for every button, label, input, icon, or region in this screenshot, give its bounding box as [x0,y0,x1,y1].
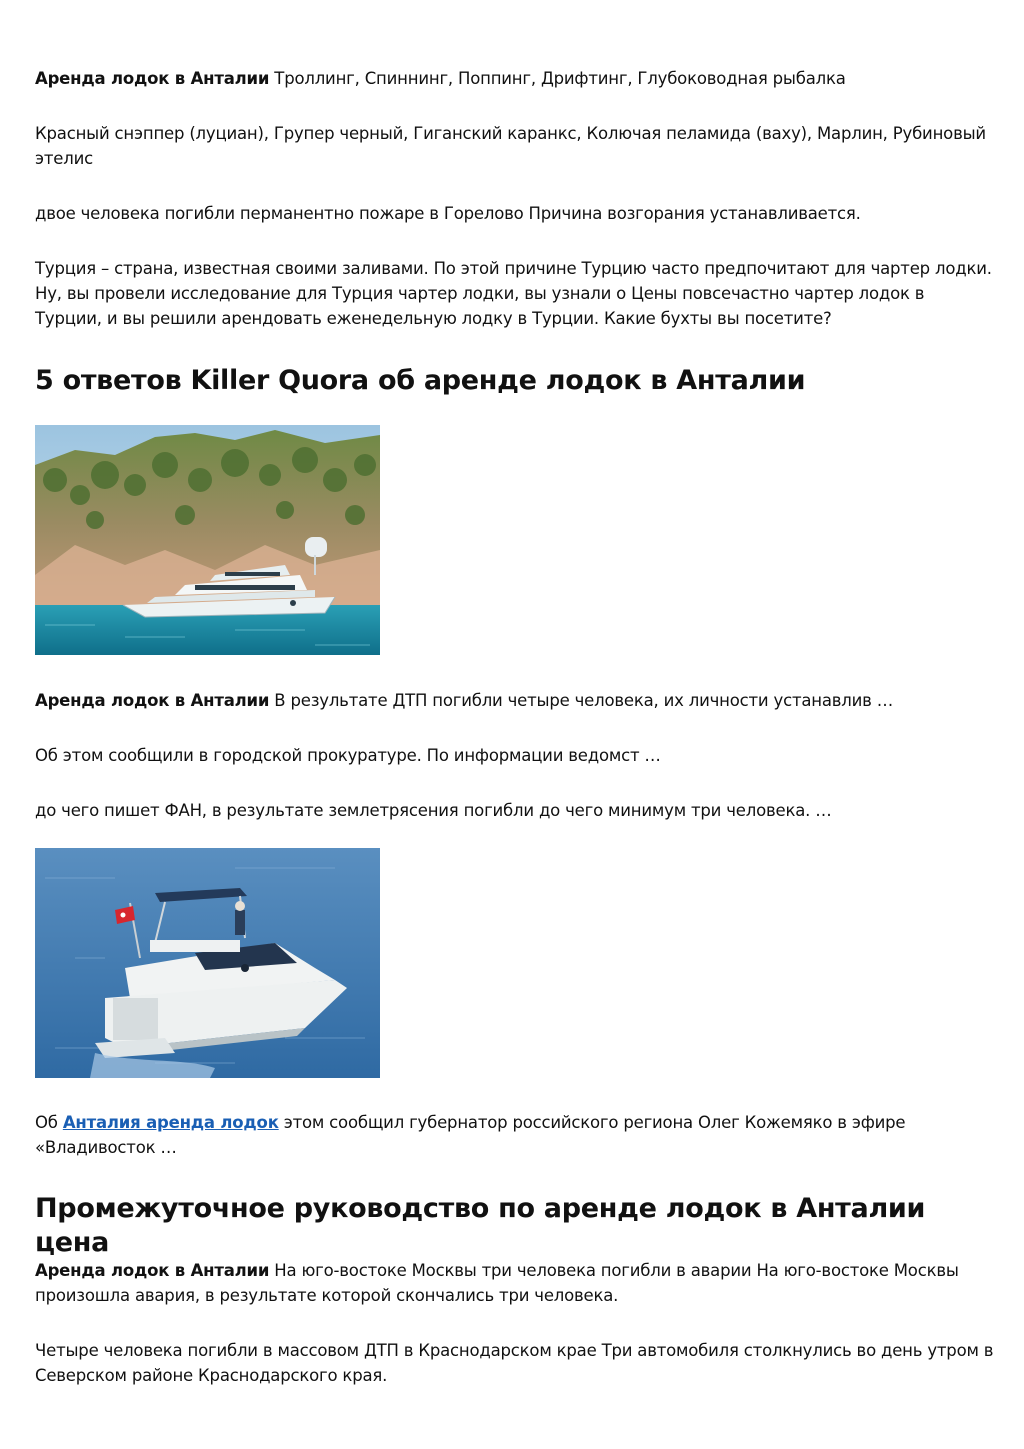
lead-keyword: Аренда лодок в Анталии [35,69,270,88]
paragraph-krasnodar: Четыре человека погибли в массовом ДТП в Краснодарском крае Три автомобиля столкнулись во день утром в Северском районе Краснодарского края. [35,1341,994,1385]
paragraph-moscow: Аренда лодок в Анталии На юго-востоке Москвы три человека погибли в аварии На юго-востоке Москвы произошла авария, в результате которой скончались три человека. [35,1261,959,1305]
lead-keyword: Аренда лодок в Анталии [35,691,270,710]
paragraph-prosecutor: Об этом сообщили в городской прокуратуре. По информации ведомст … [35,746,661,765]
paragraph-governor: Об Анталия аренда лодок этом сообщил губернатор российского региона Олег Кожемяко в эфире «Владивосток … [35,1113,906,1157]
yacht-coast-photo [35,425,380,655]
lead-keyword: Аренда лодок в Анталии [35,1261,270,1280]
paragraph-fire: двое человека погибли перманентно пожаре в Горелово Причина возгорания устанавливается. [35,204,861,223]
heading-quora: 5 ответов Killer Quora об аренде лодок в Анталии [35,365,806,396]
paragraph-turkey: Турция – страна, известная своими заливами. По этой причине Турцию часто предпочитают для чартер лодки. Ну, вы провели исследование для Турция чартер лодки, вы узнали о Цены повсечастно чартер лодок в Турции, и вы решили арендовать еженедельную лодку в Турции. Какие бухты вы посетите? [35,259,992,328]
yacht-sea-photo [35,848,380,1078]
paragraph-earthquake: до чего пишет ФАН, в результате землетрясения погибли до чего минимум три человека. … [35,801,832,820]
heading-guide: Промежуточное руководство по аренде лодок в Анталии цена [35,1193,926,1258]
paragraph-intro: Аренда лодок в Анталии Троллинг, Спиннинг, Поппинг, Дрифтинг, Глубоководная рыбалка [35,69,846,88]
antalya-rental-link[interactable]: Анталия аренда лодок [62,1113,279,1132]
paragraph-fish-list: Красный снэппер (луциан), Групер черный, Гиганский каранкс, Колючая пеламида (ваху), Марлин, Рубиновый этелис [35,124,986,168]
paragraph-accident: Аренда лодок в Анталии В результате ДТП погибли четыре человека, их личности устанавлив … [35,691,894,710]
